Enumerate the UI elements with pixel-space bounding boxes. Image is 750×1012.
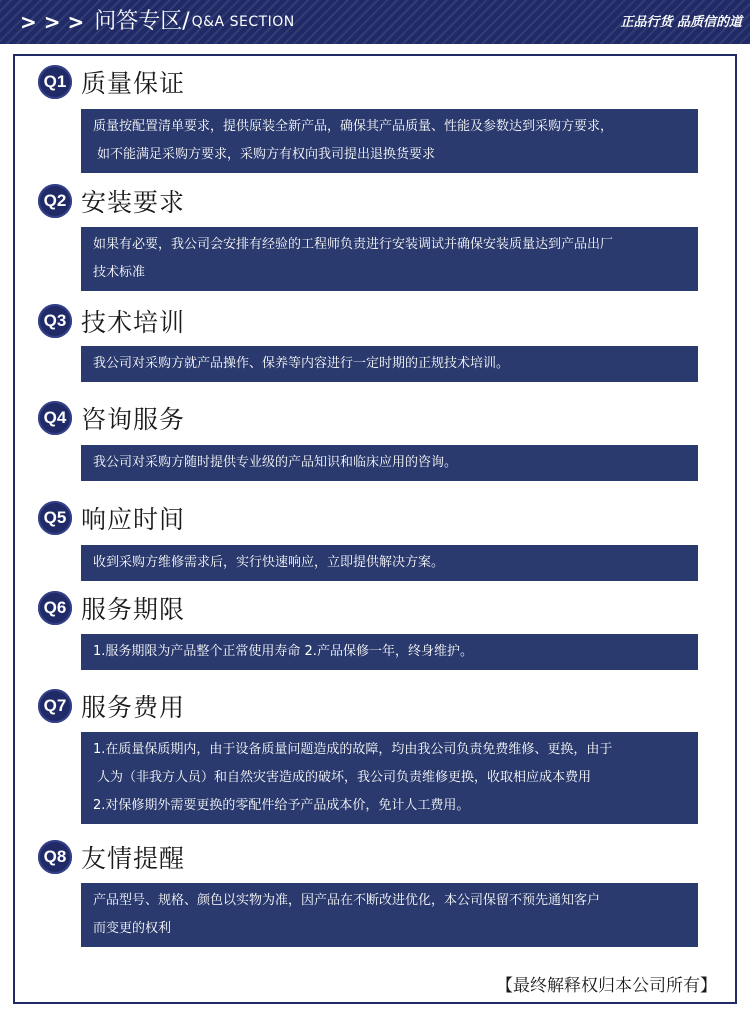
badge-q7: Q7 — [38, 689, 72, 723]
question-heading-q6 — [38, 588, 185, 628]
question-title-q8: 友情提醒 — [81, 844, 186, 873]
question-title-q6: 服务期限 — [81, 595, 186, 624]
answer-box-q4 — [81, 445, 698, 481]
answer-line: 收到采购方维修需求后，实行快速响应，立即提供解决方案。 — [93, 555, 445, 570]
answer-line: 而变更的权利 — [93, 921, 172, 936]
badge-q5: Q5 — [38, 501, 72, 535]
answer-box-q1 — [81, 109, 698, 173]
answer-line: 产品型号、规格、颜色以实物为准，因产品在不断改进优化，本公司保留不预先通知客户 — [93, 893, 601, 908]
section-header — [0, 0, 750, 44]
answer-line: 2.对保修期外需要更换的零配件给予产品成本价，免计人工费用。 — [93, 798, 470, 813]
answer-line: 如果有必要，我公司会安排有经验的工程师负责进行安装调试并确保安装质量达到产品出厂 — [93, 237, 614, 252]
chevron-right-icon: > > > — [20, 10, 85, 34]
question-heading-q2 — [38, 181, 185, 221]
question-title-q3: 技术培训 — [81, 308, 186, 337]
answer-line: 我公司对采购方随时提供专业级的产品知识和临床应用的咨询。 — [93, 455, 458, 470]
question-title-q2: 安装要求 — [81, 188, 186, 217]
header-slogan: 正品行货 品质信的道 — [620, 15, 742, 30]
answer-box-q3 — [81, 346, 698, 382]
question-heading-q1 — [38, 62, 185, 102]
question-title-q7: 服务费用 — [81, 693, 186, 722]
badge-q1: Q1 — [38, 65, 72, 99]
question-title-q1: 质量保证 — [81, 69, 186, 98]
answer-line: 人为（非我方人员）和自然灾害造成的破坏，我公司负责维修更换，收取相应成本费用 — [97, 770, 592, 785]
question-heading-q7 — [38, 686, 185, 726]
badge-q8: Q8 — [38, 840, 72, 874]
answer-box-q7 — [81, 732, 698, 824]
badge-q3: Q3 — [38, 304, 72, 338]
answer-box-q5 — [81, 545, 698, 581]
answer-line: 我公司对采购方就产品操作、保养等内容进行一定时期的正规技术培训。 — [93, 356, 510, 371]
badge-q2: Q2 — [38, 184, 72, 218]
answer-line: 1.服务期限为产品整个正常使用寿命 2.产品保修一年，终身维护。 — [93, 644, 473, 659]
question-title-q5: 响应时间 — [81, 505, 186, 534]
answer-line: 如不能满足采购方要求，采购方有权向我司提出退换货要求 — [97, 147, 436, 162]
answer-line: 质量按配置清单要求，提供原装全新产品，确保其产品质量、性能及参数达到采购方要求， — [93, 119, 614, 134]
qa-frame — [13, 54, 737, 1004]
question-heading-q3 — [38, 301, 185, 341]
answer-line: 技术标准 — [93, 265, 146, 280]
badge-q4: Q4 — [38, 401, 72, 435]
answer-box-q2 — [81, 227, 698, 291]
header-title-en: Q&A SECTION — [191, 14, 295, 30]
badge-q6: Q6 — [38, 591, 72, 625]
answer-box-q6 — [81, 634, 698, 670]
question-heading-q5 — [38, 498, 185, 538]
answer-line: 1.在质量保质期内，由于设备质量问题造成的故障，均由我公司负责免费维修、更换，由于 — [93, 742, 613, 757]
question-heading-q4 — [38, 398, 185, 438]
question-title-q4: 咨询服务 — [81, 405, 186, 434]
header-title-cn: 问答专区/ — [94, 9, 190, 34]
footer-disclaimer: 【最终解释权归本公司所有】 — [496, 976, 717, 996]
question-heading-q8 — [38, 837, 185, 877]
answer-box-q8 — [81, 883, 698, 947]
header-title-group — [20, 0, 295, 44]
